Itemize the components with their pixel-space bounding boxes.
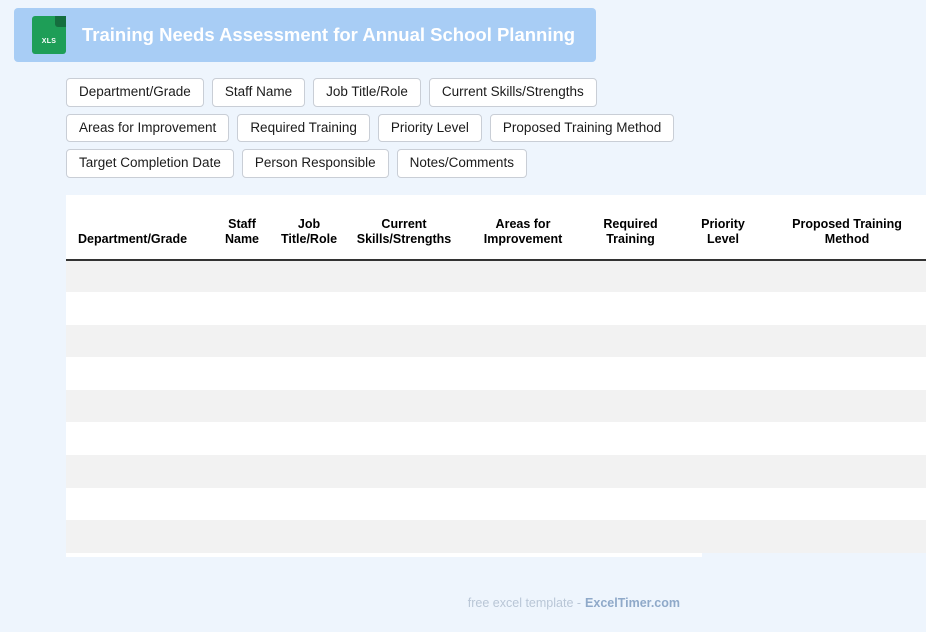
table-cell[interactable] bbox=[768, 520, 926, 553]
footer-text: free excel template - bbox=[467, 596, 582, 610]
table-cell[interactable] bbox=[211, 260, 273, 293]
table-cell[interactable] bbox=[273, 325, 345, 358]
table-cell[interactable] bbox=[463, 488, 583, 521]
table-cell[interactable] bbox=[211, 488, 273, 521]
column-header-line: Skills/Strengths bbox=[356, 231, 452, 246]
template-table bbox=[66, 195, 902, 557]
table-cell[interactable] bbox=[66, 488, 211, 521]
table-cell[interactable] bbox=[463, 292, 583, 325]
column-header-line: Priority bbox=[701, 217, 745, 231]
column-header-required-training bbox=[583, 195, 678, 260]
column-header-line: Name bbox=[224, 231, 260, 246]
table-cell[interactable] bbox=[273, 455, 345, 488]
table-cell[interactable] bbox=[463, 325, 583, 358]
table-cell[interactable] bbox=[583, 520, 678, 553]
table-cell[interactable] bbox=[211, 520, 273, 553]
field-chip[interactable]: Job Title/Role bbox=[313, 78, 421, 107]
field-chip[interactable]: Areas for Improvement bbox=[66, 114, 229, 143]
table-row[interactable] bbox=[66, 325, 926, 358]
column-header-job-title bbox=[273, 195, 345, 260]
table-cell[interactable] bbox=[273, 422, 345, 455]
table-cell[interactable] bbox=[345, 390, 463, 423]
table-cell[interactable] bbox=[273, 357, 345, 390]
table-cell[interactable] bbox=[273, 260, 345, 293]
field-chip[interactable]: Priority Level bbox=[378, 114, 482, 143]
table-cell[interactable] bbox=[211, 455, 273, 488]
table-cell[interactable] bbox=[583, 455, 678, 488]
table-cell[interactable] bbox=[678, 520, 768, 553]
xls-icon-fold bbox=[55, 16, 66, 27]
field-chip[interactable]: Department/Grade bbox=[66, 78, 204, 107]
field-chip-row bbox=[66, 78, 691, 107]
assessment-table bbox=[66, 195, 926, 553]
table-cell[interactable] bbox=[345, 422, 463, 455]
table-cell[interactable] bbox=[768, 357, 926, 390]
table-cell[interactable] bbox=[345, 455, 463, 488]
table-row[interactable] bbox=[66, 292, 926, 325]
table-cell[interactable] bbox=[66, 390, 211, 423]
table-cell[interactable] bbox=[768, 488, 926, 521]
table-cell[interactable] bbox=[66, 422, 211, 455]
table-cell[interactable] bbox=[678, 260, 768, 293]
table-cell[interactable] bbox=[345, 260, 463, 293]
column-header-line: Areas for bbox=[495, 217, 551, 231]
table-cell[interactable] bbox=[463, 390, 583, 423]
table-cell[interactable] bbox=[463, 422, 583, 455]
table-cell[interactable] bbox=[273, 488, 345, 521]
column-header-current-skills bbox=[345, 195, 463, 260]
column-header-priority-level bbox=[678, 195, 768, 260]
table-cell[interactable] bbox=[768, 325, 926, 358]
field-chip-row bbox=[66, 114, 691, 143]
table-row[interactable] bbox=[66, 390, 926, 423]
table-cell[interactable] bbox=[463, 260, 583, 293]
table-cell[interactable] bbox=[678, 488, 768, 521]
table-cell[interactable] bbox=[768, 292, 926, 325]
table-cell[interactable] bbox=[345, 325, 463, 358]
table-cell[interactable] bbox=[583, 390, 678, 423]
footer-brand-link[interactable]: ExcelTimer.com bbox=[585, 596, 680, 610]
field-chip[interactable]: Proposed Training Method bbox=[490, 114, 674, 143]
column-header-line: Staff bbox=[228, 217, 256, 231]
table-cell[interactable] bbox=[768, 260, 926, 293]
column-header-areas-improvement bbox=[463, 195, 583, 260]
table-row[interactable] bbox=[66, 357, 926, 390]
table-cell[interactable] bbox=[678, 292, 768, 325]
field-chip-list bbox=[66, 78, 691, 185]
column-header-line: Department/Grade bbox=[78, 231, 188, 246]
field-chip[interactable]: Target Completion Date bbox=[66, 149, 234, 178]
table-cell[interactable] bbox=[583, 422, 678, 455]
table-cell[interactable] bbox=[345, 488, 463, 521]
table-cell[interactable] bbox=[66, 325, 211, 358]
table-cell[interactable] bbox=[768, 455, 926, 488]
table-cell[interactable] bbox=[583, 260, 678, 293]
xls-icon-label: XLS bbox=[41, 38, 57, 45]
table-cell[interactable] bbox=[463, 455, 583, 488]
xls-file-icon bbox=[32, 16, 66, 54]
column-header-line: Training bbox=[606, 231, 655, 246]
table-header-row bbox=[66, 195, 926, 260]
table-cell[interactable] bbox=[345, 357, 463, 390]
column-header-department bbox=[66, 195, 211, 260]
table-cell[interactable] bbox=[583, 357, 678, 390]
field-chip[interactable]: Staff Name bbox=[212, 78, 305, 107]
table-body bbox=[66, 260, 926, 553]
column-header-line: Level bbox=[707, 231, 739, 246]
table-cell[interactable] bbox=[583, 488, 678, 521]
table-cell[interactable] bbox=[463, 357, 583, 390]
table-cell[interactable] bbox=[768, 390, 926, 423]
column-header-proposed-method bbox=[768, 195, 926, 260]
table-row[interactable] bbox=[66, 455, 926, 488]
table-cell[interactable] bbox=[66, 292, 211, 325]
table-row[interactable] bbox=[66, 260, 926, 293]
table-cell[interactable] bbox=[678, 455, 768, 488]
table-cell[interactable] bbox=[583, 325, 678, 358]
table-cell[interactable] bbox=[678, 422, 768, 455]
table-cell[interactable] bbox=[211, 357, 273, 390]
field-chip[interactable]: Person Responsible bbox=[242, 149, 389, 178]
column-header-line: Improvement bbox=[483, 231, 563, 246]
table-cell[interactable] bbox=[211, 422, 273, 455]
table-row[interactable] bbox=[66, 520, 926, 553]
table-row[interactable] bbox=[66, 422, 926, 455]
table-cell[interactable] bbox=[211, 292, 273, 325]
table-cell[interactable] bbox=[678, 357, 768, 390]
table-cell[interactable] bbox=[273, 520, 345, 553]
table-cell[interactable] bbox=[66, 357, 211, 390]
table-cell[interactable] bbox=[211, 390, 273, 423]
table-cell[interactable] bbox=[463, 520, 583, 553]
table-cell[interactable] bbox=[678, 390, 768, 423]
table-cell[interactable] bbox=[211, 325, 273, 358]
table-row[interactable] bbox=[66, 488, 926, 521]
table-cell[interactable] bbox=[678, 325, 768, 358]
field-chip[interactable]: Notes/Comments bbox=[397, 149, 527, 178]
table-cell[interactable] bbox=[66, 260, 211, 293]
table-cell[interactable] bbox=[66, 455, 211, 488]
field-chip-row bbox=[66, 149, 691, 178]
field-chip[interactable]: Current Skills/Strengths bbox=[429, 78, 597, 107]
page-title: Training Needs Assessment for Annual School Planning bbox=[82, 24, 576, 45]
column-header-staff-name bbox=[211, 195, 273, 260]
table-cell[interactable] bbox=[345, 520, 463, 553]
column-header-line: Method bbox=[824, 231, 870, 246]
table-cell[interactable] bbox=[66, 520, 211, 553]
table-cell[interactable] bbox=[768, 422, 926, 455]
column-header-line: Title/Role bbox=[280, 231, 338, 246]
column-header-line: Required bbox=[603, 217, 658, 231]
table-cell[interactable] bbox=[345, 292, 463, 325]
column-header-line: Job bbox=[297, 217, 321, 231]
column-header-line: Proposed Training bbox=[792, 217, 902, 231]
table-cell[interactable] bbox=[273, 292, 345, 325]
column-header-line: Current bbox=[381, 217, 427, 231]
footer-credit bbox=[468, 596, 680, 610]
field-chip[interactable]: Required Training bbox=[237, 114, 370, 143]
document-header bbox=[14, 8, 596, 62]
table-cell[interactable] bbox=[583, 292, 678, 325]
table-cell[interactable] bbox=[273, 390, 345, 423]
